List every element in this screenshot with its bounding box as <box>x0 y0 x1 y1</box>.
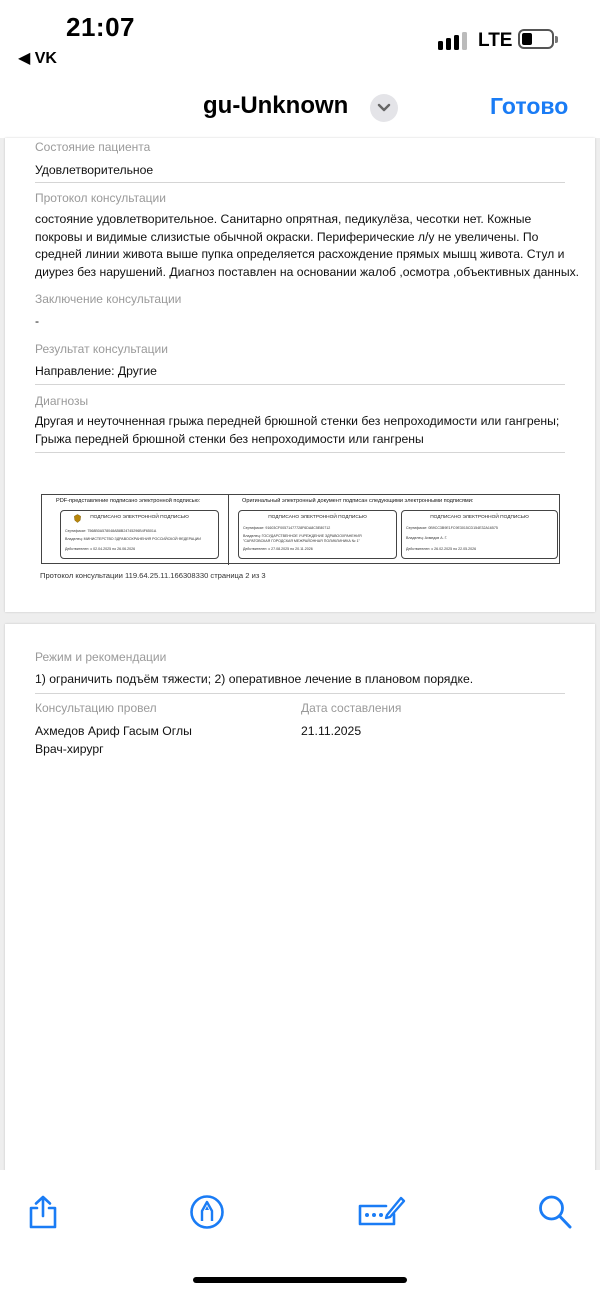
regime-value: 1) ограничить подъём тяжести; 2) оперативное лечение в плановом порядке. <box>35 672 474 686</box>
done-button[interactable]: Готово <box>490 93 569 119</box>
diagnosis-line: Другая и неуточненная грыжа передней брюшной стенки без непроходимости или гангрены; <box>35 414 560 428</box>
markup-pen-icon[interactable] <box>189 1194 225 1230</box>
date-label: Дата составления <box>301 701 402 715</box>
conclusion-label: Заключение консультации <box>35 292 182 306</box>
document-page-3 <box>5 624 595 1184</box>
patient-state-value: Удовлетворительное <box>35 163 154 177</box>
signature-icon[interactable] <box>356 1194 406 1230</box>
signature-stamp-doctor <box>401 510 558 559</box>
chevron-down-icon <box>377 103 391 113</box>
cellular-signal-icon <box>438 32 472 50</box>
protocol-line: диурез без нарушений. Диагноз поставлен на основании жалоб ,осмотра ,объективных данных. <box>35 264 580 279</box>
document-title[interactable]: gu-Unknown <box>203 92 349 119</box>
stamp-validity: Действителен: с 02.04.2025 по 26.06.2026 <box>65 547 136 551</box>
page-caption: Протокол консультации 119.64.25.11.166308330 страница 2 из 3 <box>40 571 266 580</box>
result-label: Результат консультации <box>35 342 168 356</box>
patient-state-label: Состояние пациента <box>35 140 151 154</box>
stamp-certificate: Сертификат: 91603CF00571477728F6DA8C5E80712 <box>243 526 331 530</box>
bottom-toolbar <box>0 1170 600 1297</box>
stamp-certificate: Сертификат: 0B9CC3B9E1FC9E3015CD154E32A16575 <box>406 526 498 530</box>
share-icon[interactable] <box>26 1194 60 1230</box>
divider <box>35 384 565 385</box>
signature-stamp-ministry <box>60 510 219 559</box>
diagnoses-text <box>35 413 559 448</box>
signature-right-header: Оригинальный электронный документ подписан следующими электронными подписями: <box>242 498 474 504</box>
stamp-validity: Действителен: с 26.02.2025 по 22.05.2026 <box>406 547 477 551</box>
electronic-signature-block <box>41 494 560 564</box>
status-time: 21:07 <box>66 12 135 42</box>
conclusion-value: - <box>35 314 40 328</box>
stamp-owner: Владелец: ГОСУДАРСТВЕННОЕ УЧРЕЖДЕНИЕ ЗДРАВООХРАНЕНИЯ <box>243 534 362 538</box>
stamp-title: ПОДПИСАНО ЭЛЕКТРОННОЙ ПОДПИСЬЮ <box>268 515 367 520</box>
divider <box>35 182 565 183</box>
divider <box>35 452 565 453</box>
back-to-app-link[interactable]: ◀ VK <box>18 50 57 67</box>
stamp-owner: Владелец: Ахмедов А. Г. <box>406 536 448 540</box>
diagnosis-line: Грыжа передней брюшной стенки без непроходимости или гангрены <box>35 431 424 446</box>
title-menu-button[interactable] <box>370 94 398 122</box>
navigation-bar <box>0 80 600 136</box>
stamp-title: ПОДПИСАНО ЭЛЕКТРОННОЙ ПОДПИСЬЮ <box>90 515 189 520</box>
regime-label: Режим и рекомендации <box>35 650 167 664</box>
stamp-owner-cont: "САРАТОВСКАЯ ГОРОДСКАЯ МЕЖРАЙОННАЯ ПОЛИКЛИНИКА № 1" <box>243 539 360 543</box>
signature-divider <box>228 495 229 565</box>
protocol-text <box>35 211 579 281</box>
home-indicator[interactable] <box>193 1277 407 1283</box>
doctor-position: Врач-хирург <box>35 742 104 756</box>
status-bar <box>0 0 600 80</box>
search-icon[interactable] <box>538 1194 572 1230</box>
battery-icon <box>518 29 554 49</box>
doctor-label: Консультацию провел <box>35 701 157 715</box>
protocol-line: средней линии живота выше пупка определяется расхождение прямых мышц живота. Стул и <box>35 247 565 262</box>
doctor-name: Ахмедов Ариф Гасым Оглы <box>35 724 192 738</box>
stamp-title: ПОДПИСАНО ЭЛЕКТРОННОЙ ПОДПИСЬЮ <box>430 515 529 520</box>
date-value: 21.11.2025 <box>301 724 362 738</box>
protocol-line: состояние удовлетворительное. Санитарно опрятная, педикулёза, чесотки нет. Кожные <box>35 212 532 226</box>
signature-left-header: PDF-представление подписано электронной подписью: <box>56 498 201 504</box>
protocol-line: покровы и видимые слизистые обычной окраски. Периферические л/у не увеличены. По <box>35 229 539 244</box>
result-value: Направление: Другие <box>35 364 157 378</box>
signature-stamp-clinic <box>238 510 397 559</box>
divider <box>35 693 565 694</box>
document-viewer[interactable] <box>0 138 600 1170</box>
protocol-label: Протокол консультации <box>35 191 166 205</box>
stamp-validity: Действителен: с 27.08.2025 по 20.11.2026 <box>243 547 313 551</box>
diagnoses-label: Диагнозы <box>35 394 89 408</box>
document-page-2 <box>5 138 595 612</box>
stamp-certificate: Сертификат: 7568B0A578048AB8B24745296B4F6501A <box>65 529 157 533</box>
stamp-owner: Владелец: МИНИСТЕРСТВО ЗДРАВООХРАНЕНИЯ РОССИЙСКОЙ ФЕДЕРАЦИИ <box>65 537 201 541</box>
network-type: LTE <box>478 30 513 51</box>
